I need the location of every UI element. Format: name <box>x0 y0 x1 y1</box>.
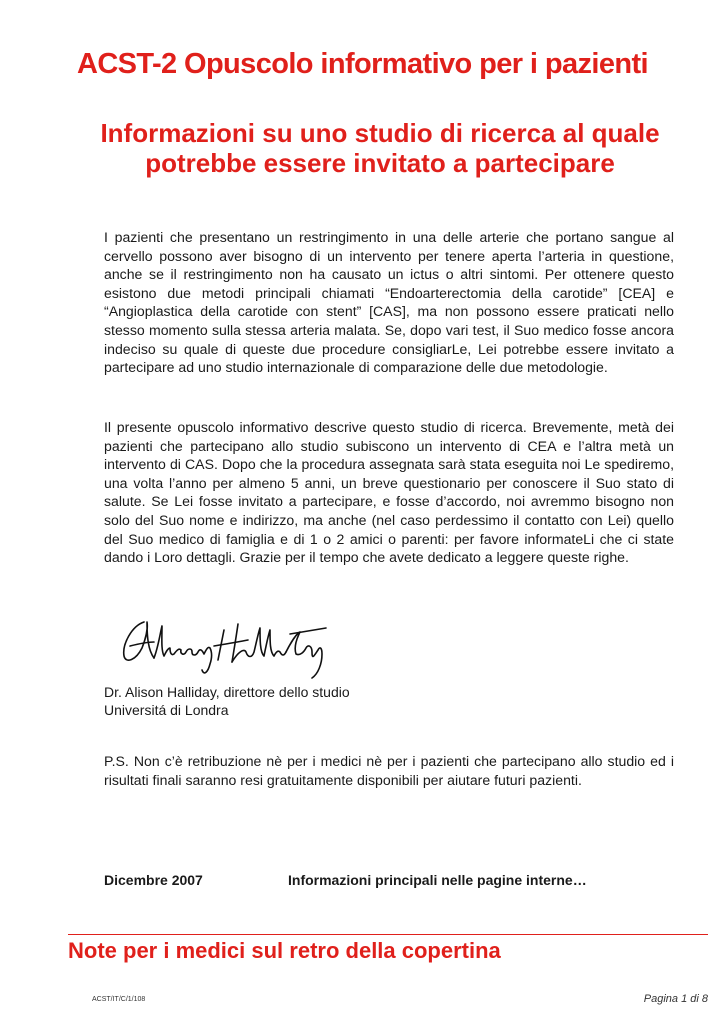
signatory-institution: Universitá di Londra <box>104 702 229 718</box>
handwritten-signature <box>114 604 334 684</box>
inside-pages-note: Informazioni principali nelle pagine interne… <box>288 872 587 888</box>
signatory-name: Dr. Alison Halliday, direttore dello studio <box>104 684 350 700</box>
headline: Informazioni su uno studio di ricerca al quale potrebbe essere invitato a partecipare <box>100 118 660 178</box>
page-number: Pagina 1 di 8 <box>643 993 708 1005</box>
intro-paragraph: I pazienti che presentano un restringimento in una delle arterie che portano sangue al cervello possono aver bisogno di un intervento per tenere aperta l’arteria in questione, anche se il restringimento non ha causato un ictus o altri sintomi. Per ottenere questo esistono due metodi principali chiamati “Endoarterectomia della carotide” [CEA] e “Angioplastica della carotide con stent” [CAS], ma non possono essere praticati nello stesso momento sulla stessa arteria malata. Se, dopo vari test, il Suo medico fosse ancora indeciso su quale di queste due procedure consigliarLe, Lei potrebbe essere invitato a partecipare ad uno studio internazionale di comparazione delle due metodologie. <box>104 229 674 376</box>
study-description-paragraph: Il presente opuscolo informativo descrive questo studio di ricerca. Brevemente, metà dei pazienti che partecipano allo studio subiscono un intervento di CEA e l’altra metà un intervento di CAS. Dopo che la procedura assegnata sarà stata eseguita noi Le spediremo, una volta l’anno per almeno 5 anni, un breve questionario per conoscere il Suo stato di salute. Se Lei fosse invitato a partecipare, e fosse d’accordo, noi avremmo bisogno non solo del Suo nome e indirizzo, ma anche (nel caso perdessimo il contatto con Lei) quello del Suo medico di famiglia e di 1 o 2 amici o parenti: per favore informateLi che ci state dando i Loro dettagli. Grazie per il tempo che avete dedicato a leggere queste righe. <box>104 419 674 566</box>
back-cover-note: Note per i medici sul retro della copertina <box>68 938 501 963</box>
document-title: ACST-2 Opuscolo informativo per i pazienti <box>77 48 648 80</box>
document-code: ACST/IT/C/1/108 <box>92 996 146 1003</box>
publication-date: Dicembre 2007 <box>104 872 203 888</box>
red-divider <box>68 934 708 935</box>
postscript: P.S. Non c’è retribuzione nè per i medici nè per i pazienti che partecipano allo studio ed i risultati finali saranno resi gratuitamente disponibili per aiutare futuri pazienti. <box>104 753 674 788</box>
